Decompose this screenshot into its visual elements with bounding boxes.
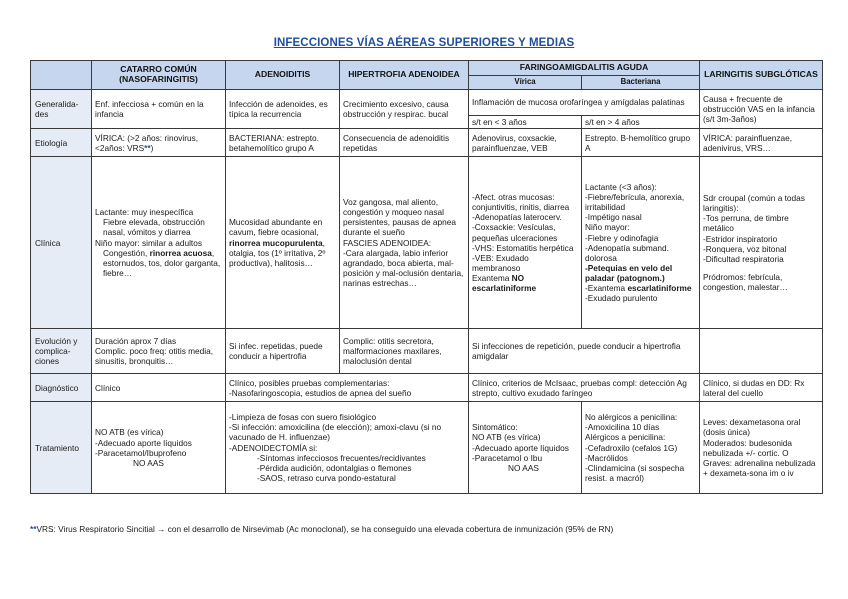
tratamiento-adeno-line: -Síntomas infecciosos frecuentes/recidivantes — [257, 452, 426, 463]
header-laringitis: LARINGITIS SUBGLÓTICAS — [700, 61, 823, 90]
tratamiento-catarro-line: NO AAS — [133, 457, 164, 468]
clinica-catarro-line: Lactante: muy inespecífica — [95, 207, 194, 218]
evolucion-faringo: Si infecciones de repetición, puede conducir a hipertrofia amigdalar — [469, 329, 700, 374]
tratamiento-laringitis-line: Graves: adrenalina nebulizada + dexameta-sona im o iv — [703, 457, 816, 478]
tratamiento-adeno-line: -Si infección: amoxicilina (de elección); amoxi-clavu (si no vacunado de H. influenzae) — [229, 422, 442, 443]
etiologia-laringitis: VÍRICA: parainfluenzae, adenivirus, VRS… — [700, 129, 823, 157]
diagnostico-line: Clínico, posibles pruebas complementarias: — [229, 377, 390, 388]
diagnostico-faringo: Clínico, criterios de McIsaac, pruebas compl: detección Ag strepto, cultivo exudado faríngeo — [469, 374, 700, 402]
etiologia-bacteriana: Estrepto. B-hemolítico grupo A — [582, 129, 700, 157]
clinica-virica-line: -Coxsackie: Vesículas, pequeñas ulceraciones — [472, 222, 558, 243]
tratamiento-laringitis-line: Leves: dexametasona oral (dosis única) — [703, 417, 801, 438]
etiologia-virica: Adenovirus, coxsackie, parainfluenzae, VEB — [469, 129, 582, 157]
text-bold: NO escarlatiniforme — [472, 272, 537, 294]
generalidades-hipertrofia: Crecimiento excesivo, causa obstrucción y respirac. bucal — [340, 90, 469, 129]
generalidades-virica: s/t en < 3 años — [469, 116, 582, 129]
tratamiento-bacteriana-line: No alérgicos a penicilina: — [585, 412, 678, 423]
text-fragment: Exantema — [472, 272, 512, 283]
clinica-bacteriana — [582, 157, 700, 329]
clinica-bacteriana-line: -Exudado purulento — [585, 293, 658, 304]
clinica-bacteriana-line: Niño mayor: — [585, 222, 630, 233]
evolucion-catarro-line: Duración aprox 7 días — [95, 335, 177, 346]
tratamiento-bacteriana-line: -Amoxicilina 10 días — [585, 422, 660, 433]
tratamiento-bacteriana-line: Alérgicos a penicilina: — [585, 432, 666, 443]
clinica-laringitis-line: Sdr croupal (común a todas laringitis): — [703, 193, 805, 214]
etiologia-catarro-close: ) — [150, 142, 154, 153]
tratamiento-adeno-hiper — [226, 402, 469, 494]
clinica-catarro-line — [95, 248, 222, 278]
evolucion-catarro-line: Complic. poco freq: otitis media, sinusitis, bronquitis… — [95, 346, 214, 367]
tratamiento-bacteriana-line: -Macrólidos — [585, 452, 628, 463]
clinica-bacteriana-line: -Impétigo nasal — [585, 212, 642, 223]
clinica-catarro-line: nasal, vómitos y diarrea — [103, 227, 191, 238]
clinica-laringitis-line: -Dificultad respiratoria — [703, 253, 784, 264]
clinica-hipertrofia-line: -Cara alargada, labio inferior agrandado, boca abierta, mal-posición y mal-oclusión dentaria, narinas estrechas… — [343, 247, 464, 288]
clinica-laringitis-line: -Tos perruna, de timbre metálico — [703, 213, 789, 234]
generalidades-faringo: Inflamación de mucosa orofaríngea y amígdalas palatinas — [469, 90, 700, 116]
tratamiento-catarro-line: -Paracetamol/Ibuprofeno — [95, 447, 187, 458]
header-catarro: CATARRO COMÚN (NASOFARINGITIS) — [92, 61, 226, 90]
header-bacteriana: Bacteriana — [582, 76, 700, 90]
generalidades-catarro: Enf. infecciosa + común en la infancia — [92, 90, 226, 129]
tratamiento-catarro-line: NO ATB (es vírica) — [95, 427, 164, 438]
clinica-hipertrofia-line: Voz gangosa, mal aliento, congestión y moqueo nasal persistentes, pausas de apnea durante el sueño — [343, 197, 457, 238]
diagnostico-adeno-hiper — [226, 374, 469, 402]
clinica-virica-line: -Adenopatías laterocerv. — [472, 212, 562, 223]
clinica-laringitis — [700, 157, 823, 329]
footnote-text: VRS: Virus Respiratorio Sincitial → con el desarrollo de Nirsevimab (Ac monoclonal), se ha conseguido una elevada cobertura de inmunización (95% de RN) — [36, 524, 614, 534]
clinica-virica-line — [472, 273, 578, 293]
clinica-bacteriana-line: Lactante (<3 años): — [585, 181, 657, 192]
text-fragment: -Exantema — [585, 283, 628, 294]
row-label-generalidades: Generalida-des — [31, 90, 92, 129]
diagnostico-line: -Nasofaringoscopia, estudios de apnea del sueño — [229, 387, 412, 398]
row-label-tratamiento: Tratamiento — [31, 402, 92, 494]
tratamiento-bacteriana — [582, 402, 700, 494]
text-fragment: Congestión, — [103, 247, 150, 258]
tratamiento-bacteriana-line: -Clindamicina (si sospecha resist. a macról) — [585, 462, 685, 483]
footnote-star: ** — [30, 524, 37, 534]
tratamiento-catarro — [92, 402, 226, 494]
clinica-catarro-line: Niño mayor: similar a adultos — [95, 237, 202, 248]
clinica-virica-line: -VEB: Exudado membranoso — [472, 252, 529, 273]
tratamiento-virica — [469, 402, 582, 494]
page-title: INFECCIONES VÍAS AÉREAS SUPERIORES Y MEDIAS — [273, 37, 575, 49]
header-hipertrofia: HIPERTROFIA ADENOIDEA — [340, 61, 469, 90]
row-label-etiologia: Etiología — [31, 129, 92, 157]
header-virica: Vírica — [469, 76, 582, 90]
tratamiento-adeno-line: -SAOS, retraso curva pondo-estatural — [257, 472, 396, 483]
header-adenoiditis: ADENOIDITIS — [226, 61, 340, 90]
etiologia-adenoiditis: BACTERIANA: estrepto. betahemolítico grupo A — [226, 129, 340, 157]
clinica-hipertrofia-line: FASCIES ADENOIDEA: — [343, 237, 432, 248]
evolucion-catarro — [92, 329, 226, 374]
text-fragment: , otalgia, tos (1º irritativa, 2º productiva), halitosis… — [229, 237, 326, 268]
tratamiento-adeno-line: -ADENOIDECTOMÍA si: — [229, 442, 318, 453]
text-fragment: , estornudos, tos, dolor garganta, fiebre… — [103, 247, 221, 278]
tratamiento-bacteriana-line: -Cefadroxilo (cefalos 1G) — [585, 442, 678, 453]
tratamiento-virica-line: NO ATB (es vírica) — [472, 432, 541, 443]
header-corner — [31, 61, 92, 90]
diagnostico-laringitis: Clínico, si dudas en DD: Rx lateral del cuello — [700, 374, 823, 402]
generalidades-adenoiditis: Infección de adenoides, es típica la recurrencia — [226, 90, 340, 129]
clinica-laringitis-line: -Estridor inspiratorio — [703, 233, 778, 244]
diagnostico-catarro: Clínico — [92, 374, 226, 402]
etiologia-catarro-text: VÍRICA: (>2 años: rinovirus, <2años: VRS — [95, 132, 199, 153]
generalidades-laringitis: Causa + frecuente de obstrucción VAS en la infancia (s/t 3m-3años) — [700, 90, 823, 129]
tratamiento-virica-line: NO AAS — [508, 462, 539, 473]
clinica-virica — [469, 157, 582, 329]
clinica-virica-line: -VHS: Estomatitis herpética — [472, 242, 574, 253]
evolucion-laringitis — [700, 329, 823, 374]
text-bold: rinorrea acuosa — [149, 247, 212, 258]
row-label-evolucion: Evolución y complica-ciones — [31, 329, 92, 374]
tratamiento-laringitis-line: Moderados: budesonida nebulizada +/- cortic. O — [703, 437, 793, 458]
text-bold: escarlatiniforme — [627, 283, 692, 294]
etiologia-catarro — [92, 129, 226, 157]
tratamiento-catarro-line: -Adecuado aporte líquidos — [95, 437, 192, 448]
clinica-bacteriana-line: -Fiebre y odinofagia — [585, 232, 659, 243]
clinica-virica-line: -Afect. otras mucosas: conjuntivitis, rinitis, diarrea — [472, 192, 570, 213]
clinica-bacteriana-line: -Petequias en velo del paladar (patognom.) — [585, 262, 673, 283]
footnote — [30, 524, 830, 534]
tratamiento-virica-line: -Paracetamol o Ibu — [472, 452, 543, 463]
clinica-bacteriana-line: -Fiebre/febrícula, anorexia, irritabilidad — [585, 192, 685, 213]
evolucion-hipertrofia: Complic: otitis secretora, malformaciones maxilares, maloclusión dental — [340, 329, 469, 374]
tratamiento-laringitis — [700, 402, 823, 494]
text-fragment: Mucosidad abundante en cavum, fiebre ocasional, — [229, 217, 323, 238]
clinica-catarro-line: Fiebre elevada, obstrucción — [103, 217, 205, 228]
clinica-adenoiditis — [226, 157, 340, 329]
footnote-marker: ** — [144, 142, 151, 153]
clinica-laringitis-line: -Ronquera, voz bitonal — [703, 243, 787, 254]
header-faringoamigdalitis: FARINGOAMIGDALITIS AGUDA — [469, 61, 700, 76]
clinica-bacteriana-line — [585, 283, 696, 293]
row-label-diagnostico: Diagnóstico — [31, 374, 92, 402]
tratamiento-adeno-line: -Limpieza de fosas con suero fisiológico — [229, 412, 377, 423]
clinica-bacteriana-line: -Adenopatía submand. dolorosa — [585, 242, 669, 263]
tratamiento-virica-line: Sintomático: — [472, 422, 518, 433]
etiologia-hipertrofia: Consecuencia de adenoiditis repetidas — [340, 129, 469, 157]
tratamiento-adeno-line: -Pérdida audición, odontalgias o flemones — [257, 462, 412, 473]
evolucion-adenoiditis: Si infec. repetidas, puede conducir a hipertrofia — [226, 329, 340, 374]
generalidades-bacteriana: s/t en > 4 años — [582, 116, 700, 129]
row-label-clinica: Clínica — [31, 157, 92, 329]
clinica-hipertrofia — [340, 157, 469, 329]
clinica-catarro — [92, 157, 226, 329]
tratamiento-virica-line: -Adecuado aporte líquidos — [472, 442, 569, 453]
summary-table — [30, 60, 823, 494]
clinica-laringitis-line: Pródromos: febrícula, congestion, malestar… — [703, 271, 788, 292]
text-bold: rinorrea mucopurulenta — [229, 237, 323, 248]
